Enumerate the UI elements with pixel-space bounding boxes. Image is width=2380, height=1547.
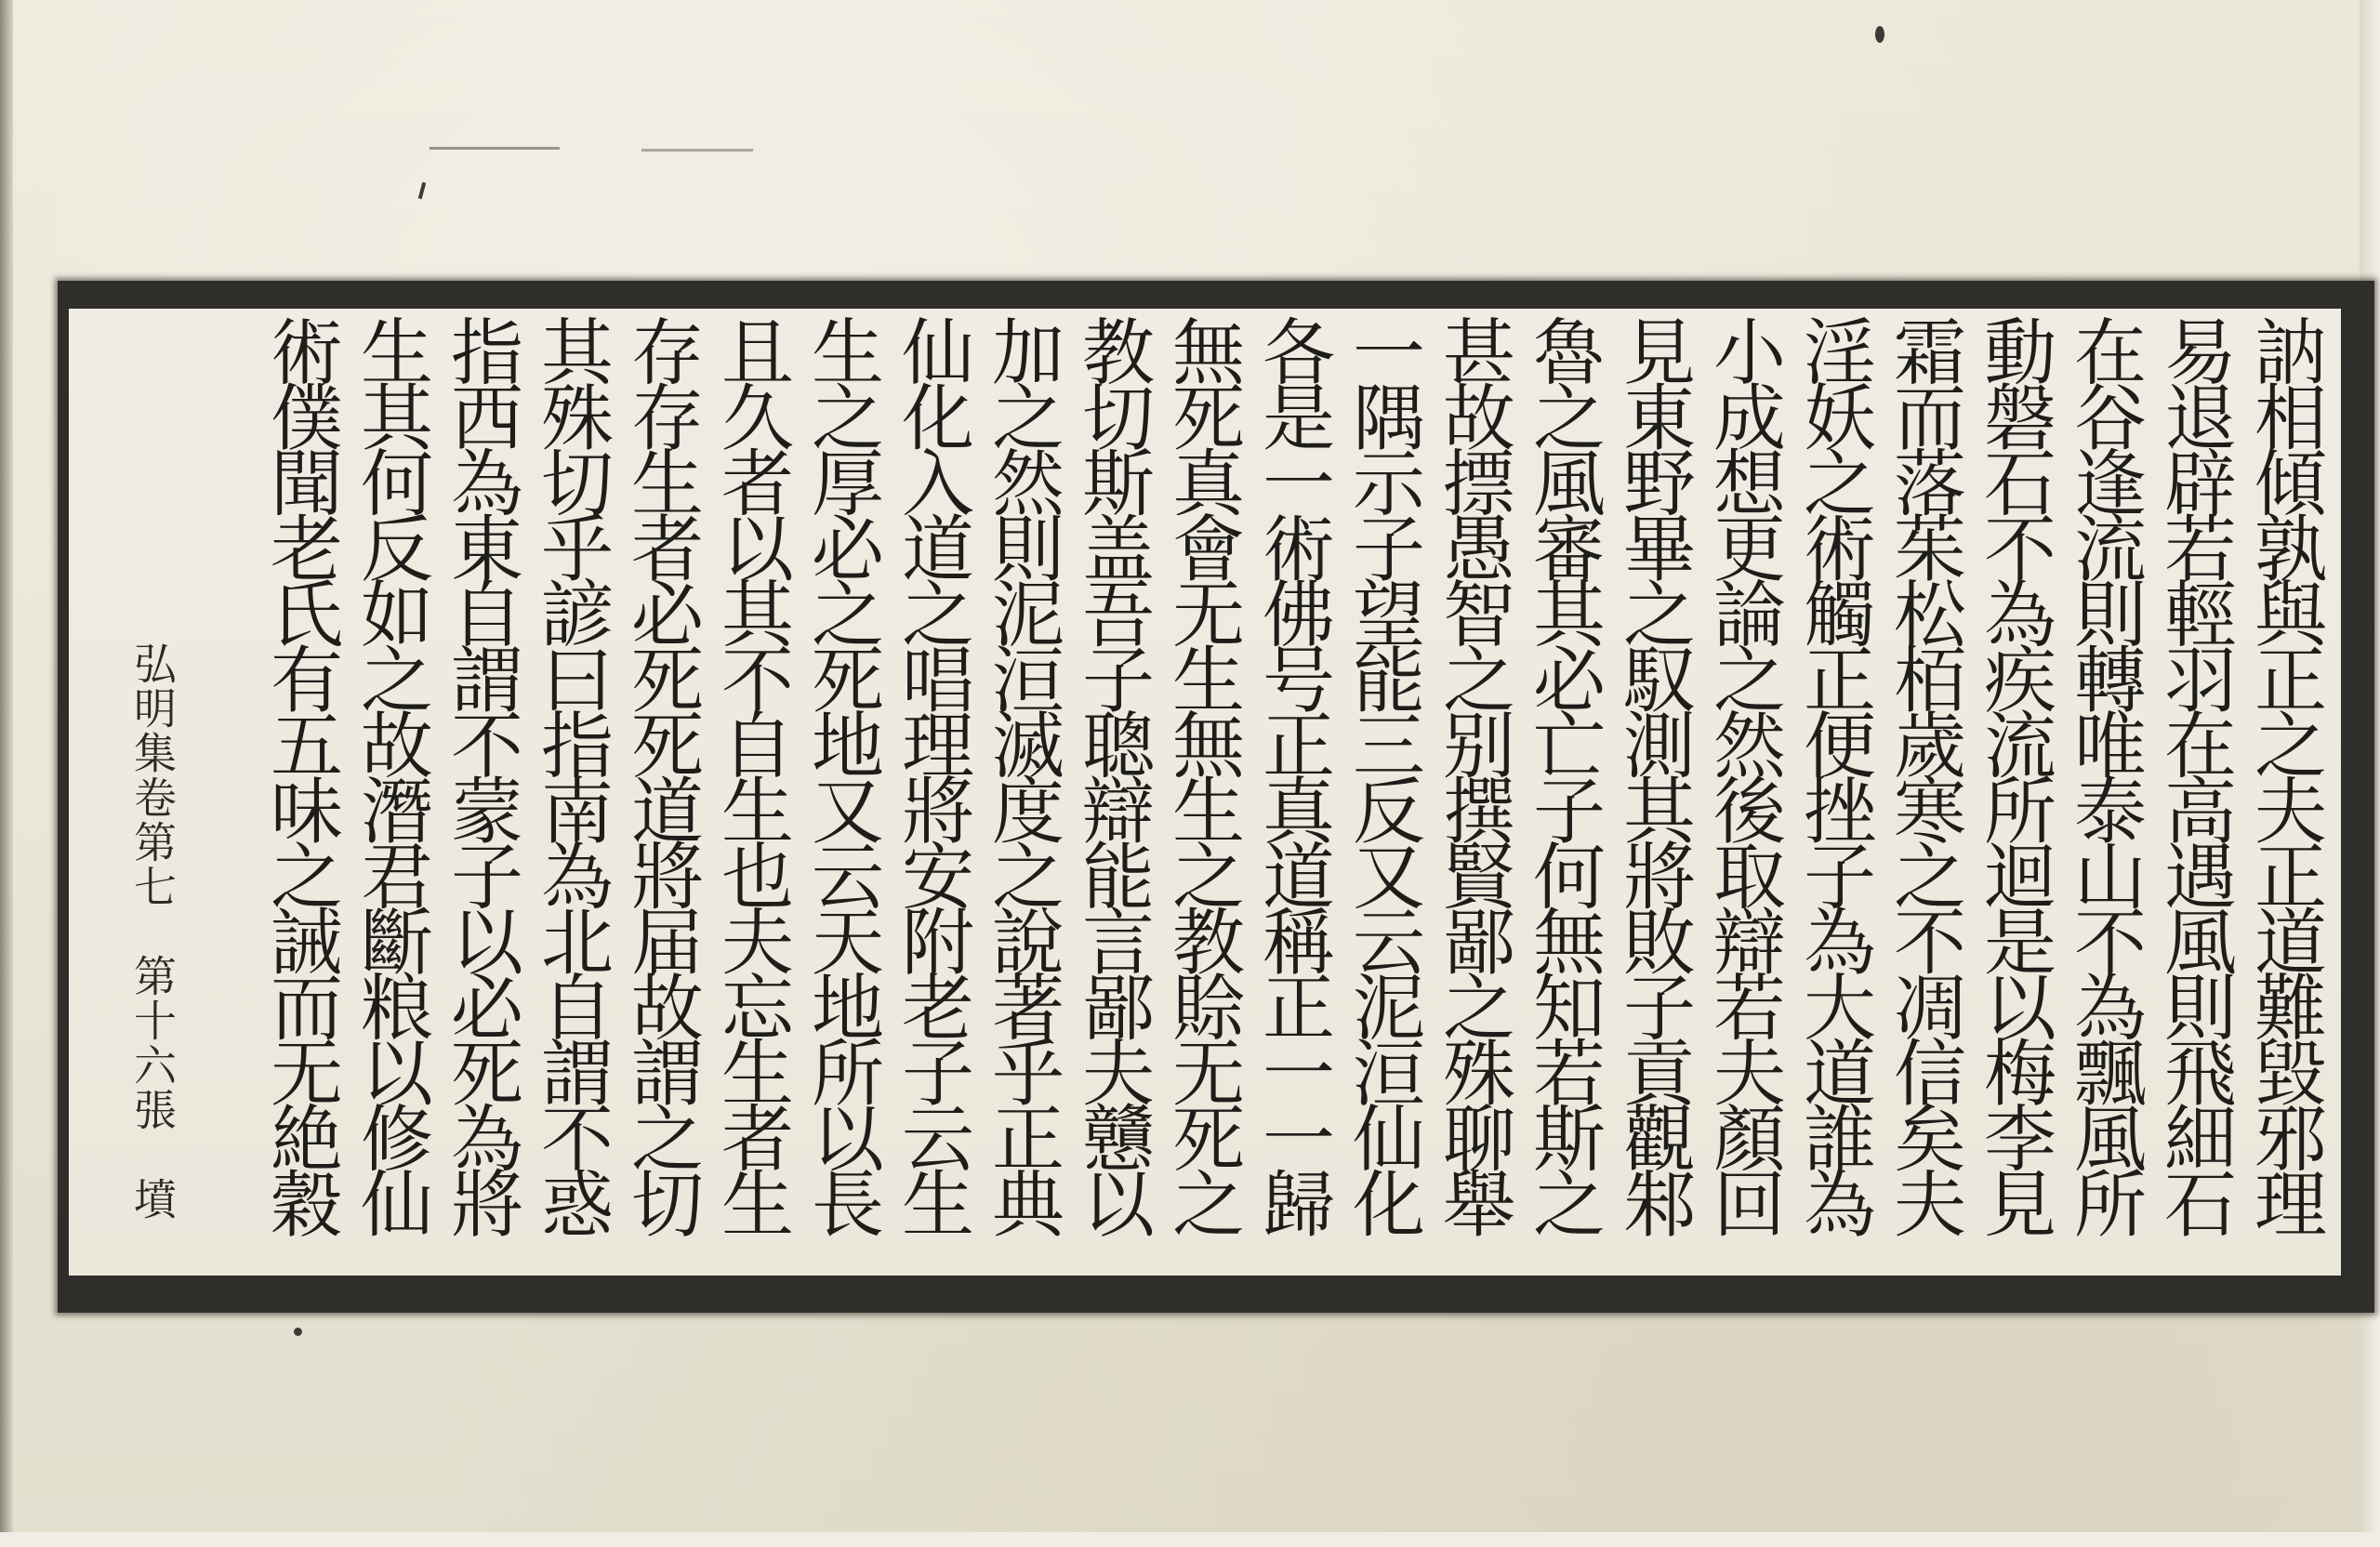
- text-column: 各是一術佛号正真道稱正一一歸: [1250, 314, 1334, 1232]
- ink-dash: [430, 147, 560, 150]
- text-column: 教切斯盖吾子聰辯能言鄙夫戇以: [1070, 314, 1154, 1232]
- text-column: 見東野畢之馭測其將敗子貢觀邾: [1611, 314, 1695, 1232]
- text-column: 無死真會无生無生之教賒无死之: [1160, 314, 1244, 1232]
- text-column: 仙化入道之唱理將安附老子云生: [890, 314, 973, 1232]
- text-column: 生其何反如之故潛君斷粮以修仙: [349, 314, 432, 1232]
- binding-shadow: [0, 0, 13, 1547]
- text-column: 魯之風審其必亡子何無知若斯之: [1521, 314, 1605, 1232]
- colophon-page-marker: 弘明集卷第七 第十六張 墳: [127, 641, 178, 1222]
- page-bottom-edge: [0, 1532, 2380, 1547]
- text-column: 小成想更論之然後取辯若夫顏回: [1701, 314, 1785, 1232]
- text-column: 訥相傾孰與正之夫正道難毀邪理: [2242, 314, 2326, 1232]
- text-column: 生之厚必之死地又云天地所以長: [800, 314, 883, 1232]
- text-column: 加之然則泥洹滅度之說著乎正典: [980, 314, 1064, 1232]
- text-column: 指西為東自謂不蒙子以必死為將: [439, 314, 522, 1232]
- text-column: 甚故摽愚智之别撰賢鄙之殊聊舉: [1431, 314, 1514, 1232]
- text-column: 一隅示子望能三反又云泥洹仙化: [1341, 314, 1424, 1232]
- text-column: 存存生者必死死道將届故謂之切: [619, 314, 703, 1232]
- ink-speck: [1875, 26, 1884, 43]
- ink-speck: [294, 1328, 302, 1336]
- text-column: 淫妖之術觸正便挫子為大道誰為: [1792, 314, 1875, 1232]
- ink-mark: [418, 182, 427, 199]
- text-column: 易退辟若輕羽在高遇風則飛細石: [2152, 314, 2236, 1232]
- text-column: 霜而落茱松栢歲寒之不凋信矣夫: [1882, 314, 1965, 1232]
- ink-dash: [641, 149, 753, 152]
- text-column: 在谷逢流則轉唯泰山不為飄風所: [2062, 314, 2146, 1232]
- text-column: 動磐石不為疾流所迴是以梅李見: [1972, 314, 2056, 1232]
- text-column: 且久者以其不自生也夫忘生者生: [709, 314, 793, 1232]
- text-column: 其殊切乎諺曰指南為北自謂不惑: [529, 314, 613, 1232]
- text-column: 術僕聞老氏有五味之誡而无絶穀: [258, 314, 342, 1232]
